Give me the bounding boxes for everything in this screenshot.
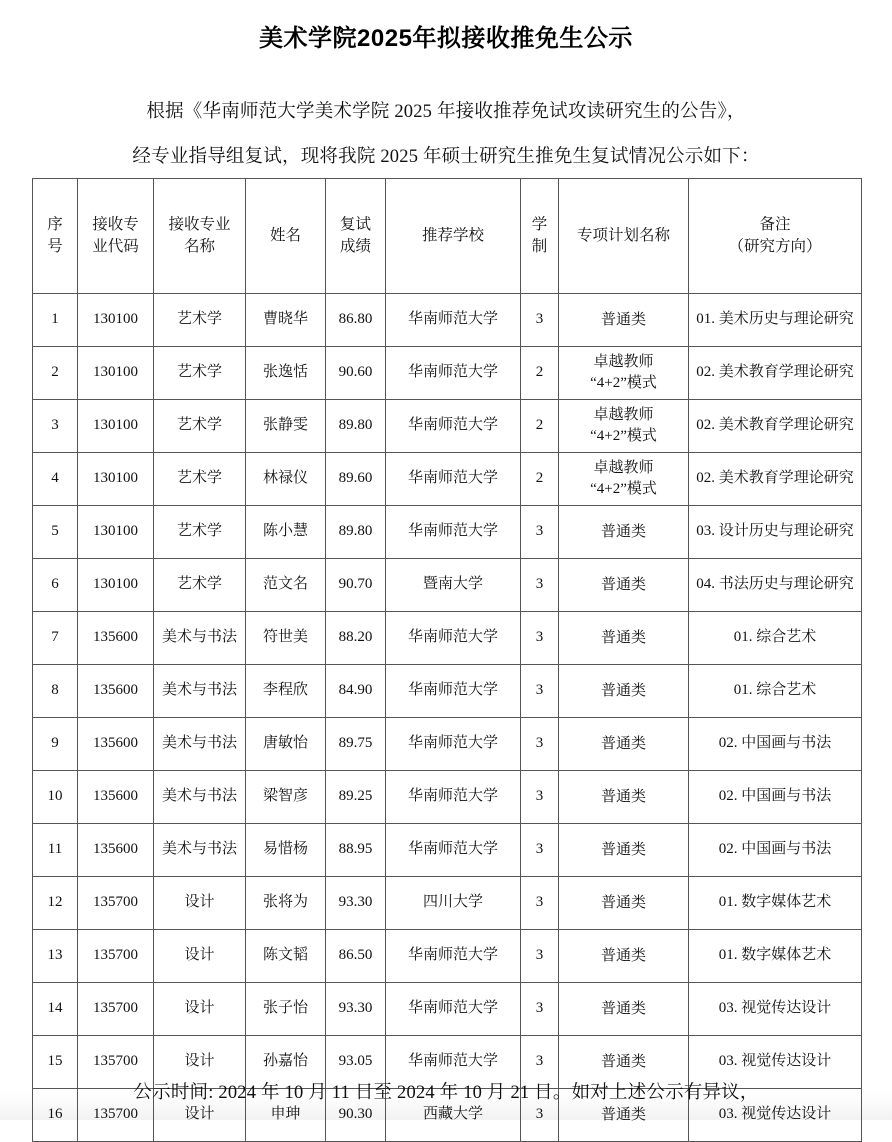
cell-score: 89.80 xyxy=(326,400,386,453)
cell-school: 暨南大学 xyxy=(386,559,521,612)
cell-major-code: 135700 xyxy=(78,1036,154,1089)
column-header-years-line1: 学 xyxy=(531,215,548,233)
cell-major-name: 设计 xyxy=(154,983,246,1036)
table-row xyxy=(33,559,862,612)
column-header-student-name: 姓名 xyxy=(246,179,326,294)
cell-student-name: 范文名 xyxy=(246,559,326,612)
cell-student-name: 孙嘉怡 xyxy=(246,1036,326,1089)
cell-major-name: 艺术学 xyxy=(154,347,246,400)
cell-school: 华南师范大学 xyxy=(386,930,521,983)
cell-years: 3 xyxy=(521,294,559,347)
cell-special-plan xyxy=(559,771,689,824)
cell-score: 89.75 xyxy=(326,718,386,771)
cell-special-plan xyxy=(559,400,689,453)
cell-sequence: 1 xyxy=(33,294,78,347)
cell-school: 华南师范大学 xyxy=(386,400,521,453)
table-header-row xyxy=(33,179,862,294)
cell-special-plan xyxy=(559,665,689,718)
cell-special-plan-line1: 卓越教师 xyxy=(593,460,654,476)
cell-major-code: 130100 xyxy=(78,347,154,400)
cell-major-code: 130100 xyxy=(78,294,154,347)
cell-student-name: 张静雯 xyxy=(246,400,326,453)
cell-years: 3 xyxy=(521,506,559,559)
cell-score: 90.60 xyxy=(326,347,386,400)
intro-line-1: 根据《华南师范大学美术学院 2025 年接收推荐免试攻读研究生的公告》， xyxy=(146,101,746,122)
column-header-score-line1: 复试 xyxy=(339,215,371,233)
cell-remark: 03. 视觉传达设计 xyxy=(689,1036,862,1089)
cell-special-plan xyxy=(559,294,689,347)
column-header-sequence-line1: 序 xyxy=(47,215,63,233)
cell-major-code: 135700 xyxy=(78,877,154,930)
column-header-score-line2: 成绩 xyxy=(339,238,371,255)
cell-sequence: 3 xyxy=(33,400,78,453)
cell-score: 90.70 xyxy=(326,559,386,612)
cell-special-plan-line2: “4+2”模式 xyxy=(590,428,657,444)
column-header-major-name-line2: 名称 xyxy=(183,238,215,255)
cell-score: 86.50 xyxy=(326,930,386,983)
column-header-major-code-line2: 业代码 xyxy=(92,238,139,255)
cell-special-plan-line1: 卓越教师 xyxy=(593,407,654,423)
cell-sequence: 6 xyxy=(33,559,78,612)
cell-school: 华南师范大学 xyxy=(386,347,521,400)
cell-years: 3 xyxy=(521,1036,559,1089)
cell-sequence: 2 xyxy=(33,347,78,400)
cell-major-code: 135600 xyxy=(78,771,154,824)
cell-student-name: 符世美 xyxy=(246,612,326,665)
cell-sequence: 5 xyxy=(33,506,78,559)
cell-student-name: 陈文韬 xyxy=(246,930,326,983)
cell-special-plan-line1: 卓越教师 xyxy=(593,354,654,370)
cell-sequence: 7 xyxy=(33,612,78,665)
table-row xyxy=(33,718,862,771)
cell-school: 华南师范大学 xyxy=(386,983,521,1036)
cell-major-code: 135600 xyxy=(78,824,154,877)
cell-major-code: 130100 xyxy=(78,559,154,612)
cell-school: 华南师范大学 xyxy=(386,294,521,347)
admissions-table-container xyxy=(32,178,861,1142)
cell-student-name: 张将为 xyxy=(246,877,326,930)
cell-remark: 02. 中国画与书法 xyxy=(689,771,862,824)
cell-score: 89.60 xyxy=(326,453,386,506)
table-row xyxy=(33,771,862,824)
cell-score: 90.30 xyxy=(326,1089,386,1142)
cell-special-plan xyxy=(559,347,689,400)
cell-score: 84.90 xyxy=(326,665,386,718)
cell-remark: 02. 中国画与书法 xyxy=(689,718,862,771)
column-header-years xyxy=(521,179,559,294)
cell-major-name: 艺术学 xyxy=(154,294,246,347)
cell-student-name: 陈小慧 xyxy=(246,506,326,559)
cell-remark: 03. 视觉传达设计 xyxy=(689,983,862,1036)
cell-major-name: 设计 xyxy=(154,1036,246,1089)
cell-school: 华南师范大学 xyxy=(386,453,521,506)
cell-special-plan-line1: 普通类 xyxy=(600,735,646,752)
cell-sequence: 13 xyxy=(33,930,78,983)
cell-remark: 02. 美术教育学理论研究 xyxy=(689,347,862,400)
table-row xyxy=(33,347,862,400)
column-header-major-code xyxy=(78,179,154,294)
table-row xyxy=(33,665,862,718)
cell-years: 3 xyxy=(521,612,559,665)
cell-years: 3 xyxy=(521,771,559,824)
cell-student-name: 李程欣 xyxy=(246,665,326,718)
cell-school: 华南师范大学 xyxy=(386,718,521,771)
cell-major-name: 美术与书法 xyxy=(154,824,246,877)
cell-score: 89.80 xyxy=(326,506,386,559)
cell-remark: 03. 视觉传达设计 xyxy=(689,1089,862,1142)
cell-major-name: 美术与书法 xyxy=(154,612,246,665)
cell-student-name: 申珅 xyxy=(246,1089,326,1142)
cell-major-name: 艺术学 xyxy=(154,559,246,612)
cell-major-code: 135700 xyxy=(78,1089,154,1142)
cell-major-name: 美术与书法 xyxy=(154,771,246,824)
cell-special-plan-line2: “4+2”模式 xyxy=(590,375,657,391)
column-header-sequence xyxy=(33,179,78,294)
column-header-years-line2: 制 xyxy=(531,238,548,255)
column-header-remark-line2: （研究方向） xyxy=(728,238,822,255)
cell-special-plan-line1: 普通类 xyxy=(600,523,646,540)
table-row xyxy=(33,877,862,930)
cell-special-plan xyxy=(559,453,689,506)
cell-score: 93.05 xyxy=(326,1036,386,1089)
cell-special-plan-line1: 普通类 xyxy=(600,894,646,911)
cell-years: 3 xyxy=(521,559,559,612)
cell-special-plan-line1: 普通类 xyxy=(600,947,646,964)
cell-special-plan-line1: 普通类 xyxy=(600,841,646,858)
cell-major-name: 设计 xyxy=(154,930,246,983)
cell-years: 3 xyxy=(521,877,559,930)
cell-special-plan-line1: 普通类 xyxy=(600,788,646,805)
table-row xyxy=(33,453,862,506)
admissions-table xyxy=(32,178,862,1142)
cell-remark: 01. 综合艺术 xyxy=(689,665,862,718)
cell-school: 华南师范大学 xyxy=(386,824,521,877)
cell-sequence: 9 xyxy=(33,718,78,771)
cell-special-plan-line1: 普通类 xyxy=(600,682,646,699)
cell-score: 88.20 xyxy=(326,612,386,665)
column-header-score xyxy=(326,179,386,294)
cell-years: 3 xyxy=(521,718,559,771)
cell-special-plan-line1: 普通类 xyxy=(600,576,646,593)
cell-major-name: 艺术学 xyxy=(154,400,246,453)
cell-school: 四川大学 xyxy=(386,877,521,930)
cell-remark: 01. 综合艺术 xyxy=(689,612,862,665)
cell-school: 西藏大学 xyxy=(386,1089,521,1142)
cell-special-plan xyxy=(559,506,689,559)
page-title: 美术学院2025年拟接收推免生公示 xyxy=(259,25,633,52)
cell-years: 2 xyxy=(521,347,559,400)
table-row xyxy=(33,400,862,453)
column-header-major-code-line1: 接收专 xyxy=(92,215,139,233)
cell-student-name: 曹晓华 xyxy=(246,294,326,347)
cell-score: 93.30 xyxy=(326,983,386,1036)
table-row xyxy=(33,506,862,559)
column-header-remark-line1: 备注 xyxy=(759,215,791,233)
cell-score: 88.95 xyxy=(326,824,386,877)
cell-special-plan-line1: 普通类 xyxy=(600,1000,646,1017)
cell-years: 3 xyxy=(521,983,559,1036)
cell-sequence: 8 xyxy=(33,665,78,718)
cell-student-name: 梁智彦 xyxy=(246,771,326,824)
table-row xyxy=(33,930,862,983)
cell-student-name: 张逸恬 xyxy=(246,347,326,400)
cell-school: 华南师范大学 xyxy=(386,1036,521,1089)
cell-remark: 01. 数字媒体艺术 xyxy=(689,877,862,930)
table-row xyxy=(33,824,862,877)
cell-major-code: 130100 xyxy=(78,506,154,559)
cell-school: 华南师范大学 xyxy=(386,612,521,665)
cell-sequence: 14 xyxy=(33,983,78,1036)
cell-remark: 01. 数字媒体艺术 xyxy=(689,930,862,983)
cell-special-plan-line1: 普通类 xyxy=(600,311,646,328)
intro-line-2: 经专业指导组复试，现将我院 2025 年硕士研究生推免生复试情况公示如下： xyxy=(132,147,760,168)
cell-years: 3 xyxy=(521,930,559,983)
cell-major-code: 130100 xyxy=(78,400,154,453)
cell-student-name: 易惜杨 xyxy=(246,824,326,877)
cell-years: 3 xyxy=(521,665,559,718)
publicity-period-note: 公示时间: 2024 年 10 月 11 日至 2024 年 10 月 21 日。如对上述公示有异议， xyxy=(133,1083,759,1103)
cell-years: 2 xyxy=(521,453,559,506)
cell-special-plan xyxy=(559,559,689,612)
cell-remark: 02. 美术教育学理论研究 xyxy=(689,400,862,453)
cell-sequence: 15 xyxy=(33,1036,78,1089)
column-header-sequence-line2: 号 xyxy=(47,238,63,255)
cell-score: 93.30 xyxy=(326,877,386,930)
cell-major-code: 135600 xyxy=(78,718,154,771)
cell-major-name: 美术与书法 xyxy=(154,665,246,718)
table-row xyxy=(33,983,862,1036)
cell-major-code: 135700 xyxy=(78,930,154,983)
cell-special-plan xyxy=(559,718,689,771)
cell-special-plan-line1: 普通类 xyxy=(600,1106,646,1123)
cell-major-code: 135600 xyxy=(78,665,154,718)
cell-student-name: 林禄仪 xyxy=(246,453,326,506)
cell-major-name: 设计 xyxy=(154,877,246,930)
cell-years: 2 xyxy=(521,400,559,453)
cell-remark: 03. 设计历史与理论研究 xyxy=(689,506,862,559)
cell-major-name: 美术与书法 xyxy=(154,718,246,771)
cell-major-name: 艺术学 xyxy=(154,453,246,506)
cell-remark: 02. 美术教育学理论研究 xyxy=(689,453,862,506)
cell-special-plan xyxy=(559,612,689,665)
table-header xyxy=(33,179,862,294)
cell-major-code: 130100 xyxy=(78,453,154,506)
cell-major-code: 135700 xyxy=(78,983,154,1036)
cell-years: 3 xyxy=(521,1089,559,1142)
cell-school: 华南师范大学 xyxy=(386,506,521,559)
cell-sequence: 16 xyxy=(33,1089,78,1142)
cell-remark: 02. 中国画与书法 xyxy=(689,824,862,877)
cell-special-plan xyxy=(559,824,689,877)
column-header-major-name-line1: 接收专业 xyxy=(168,215,231,233)
cell-major-code: 135600 xyxy=(78,612,154,665)
cell-remark: 04. 书法历史与理论研究 xyxy=(689,559,862,612)
cell-sequence: 4 xyxy=(33,453,78,506)
cell-special-plan xyxy=(559,983,689,1036)
cell-special-plan xyxy=(559,930,689,983)
cell-score: 89.25 xyxy=(326,771,386,824)
column-header-remark xyxy=(689,179,862,294)
cell-school: 华南师范大学 xyxy=(386,771,521,824)
cell-sequence: 12 xyxy=(33,877,78,930)
cell-remark: 01. 美术历史与理论研究 xyxy=(689,294,862,347)
column-header-special-plan: 专项计划名称 xyxy=(559,179,689,294)
cell-sequence: 11 xyxy=(33,824,78,877)
column-header-school: 推荐学校 xyxy=(386,179,521,294)
table-body xyxy=(33,294,862,1142)
cell-special-plan-line2: “4+2”模式 xyxy=(590,481,657,497)
table-row xyxy=(33,612,862,665)
column-header-major-name xyxy=(154,179,246,294)
intro-paragraph xyxy=(0,98,892,172)
cell-major-name: 艺术学 xyxy=(154,506,246,559)
cell-sequence: 10 xyxy=(33,771,78,824)
cell-student-name: 唐敏怡 xyxy=(246,718,326,771)
cell-score: 86.80 xyxy=(326,294,386,347)
cell-major-name: 设计 xyxy=(154,1089,246,1142)
table-row xyxy=(33,294,862,347)
cell-special-plan-line1: 普通类 xyxy=(600,1053,646,1070)
cell-special-plan xyxy=(559,877,689,930)
cell-school: 华南师范大学 xyxy=(386,665,521,718)
cell-special-plan-line1: 普通类 xyxy=(600,629,646,646)
cell-years: 3 xyxy=(521,824,559,877)
cell-student-name: 张子怡 xyxy=(246,983,326,1036)
